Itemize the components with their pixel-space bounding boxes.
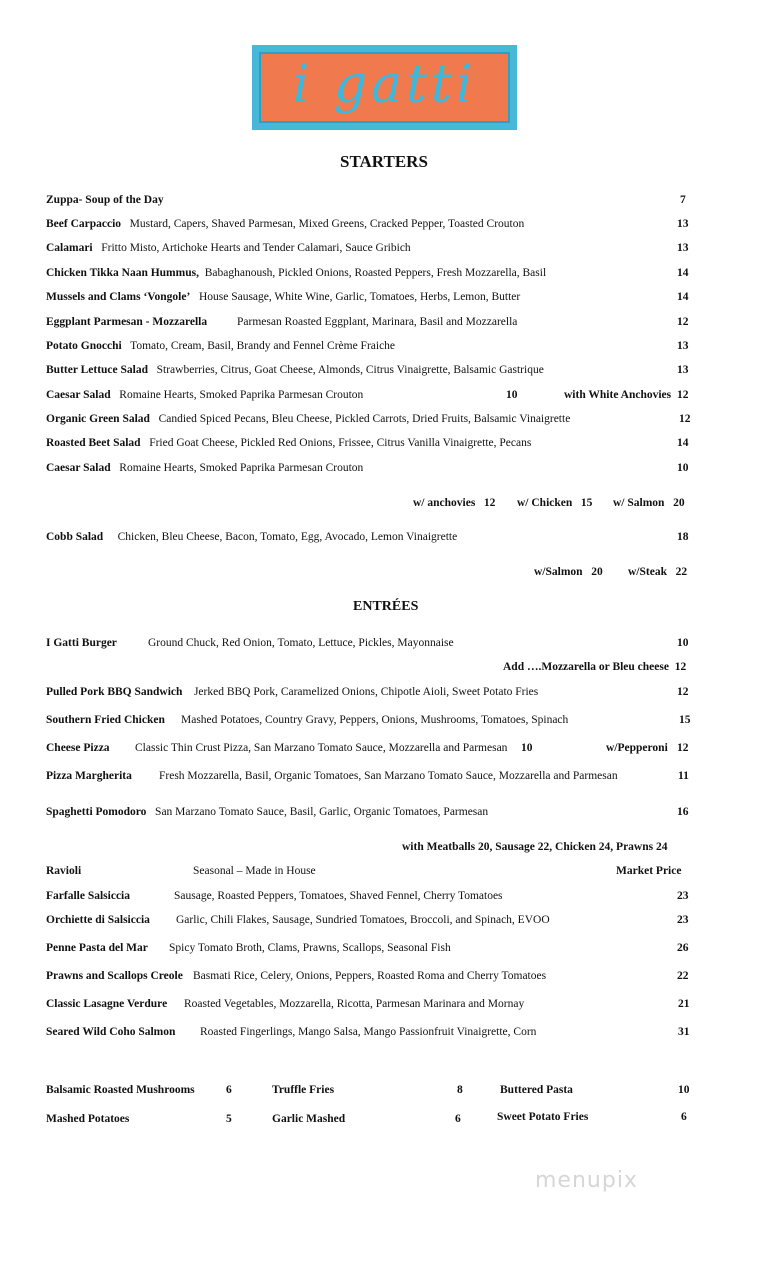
side-item-name: Sweet Potato Fries xyxy=(497,1111,589,1123)
item-name: Mussels and Clams ‘Vongole’ xyxy=(46,291,191,303)
item-name: Ravioli xyxy=(46,865,82,877)
item-name: Pizza Margherita xyxy=(46,770,132,782)
item-name: Roasted Beet Salad xyxy=(46,437,141,449)
menu-item xyxy=(46,267,546,279)
side-item-name: Buttered Pasta xyxy=(500,1084,573,1096)
menu-item xyxy=(46,686,538,698)
item-name: Potato Gnocchi xyxy=(46,340,122,352)
side-item-name: Garlic Mashed xyxy=(272,1113,346,1125)
menu-item xyxy=(46,437,531,449)
spaghetti-addons: with Meatballs 20, Sausage 22, Chicken 24, Prawns 24 xyxy=(402,841,668,853)
item-description: Fresh Mozzarella, Basil, Organic Tomatoes, San Marzano Tomato Sauce, Mozzarella and Parmesan xyxy=(159,770,618,782)
item-name: Classic Lasagne Verdure xyxy=(46,998,168,1010)
item-name: Caesar Salad xyxy=(46,462,111,474)
addon-steak: w/Steak 22 xyxy=(628,566,688,578)
item-price: 12 xyxy=(679,413,691,425)
item-price: 10 xyxy=(677,637,689,649)
menu-item xyxy=(46,413,570,425)
menu-item xyxy=(46,998,167,1010)
item-price: 13 xyxy=(677,340,689,352)
item-name: Beef Carpaccio xyxy=(46,218,122,230)
menu-item xyxy=(46,389,363,401)
menu-item xyxy=(46,942,148,954)
item-price: 31 xyxy=(678,1026,690,1038)
item-description: Roasted Fingerlings, Mango Salsa, Mango Passionfruit Vinaigrette, Corn xyxy=(200,1026,537,1038)
menu-item xyxy=(46,970,183,982)
entrees-heading: ENTRÉES xyxy=(353,599,419,614)
item-description: Strawberries, Citrus, Goat Cheese, Almonds, Citrus Vinaigrette, Balsamic Gastrique xyxy=(156,364,544,376)
item-price: 26 xyxy=(677,942,689,954)
item-price: 13 xyxy=(677,218,689,230)
menu-item xyxy=(46,914,150,926)
menu-item xyxy=(46,218,524,230)
item-price: 11 xyxy=(678,770,689,782)
item-description: Tomato, Cream, Basil, Brandy and Fennel Crème Fraiche xyxy=(130,340,396,352)
item-description: Fried Goat Cheese, Pickled Red Onions, Frissee, Citrus Vanilla Vinaigrette, Pecans xyxy=(149,437,532,449)
item-price: 10 xyxy=(677,462,689,474)
item-description: San Marzano Tomato Sauce, Basil, Garlic, Organic Tomatoes, Parmesan xyxy=(155,806,489,818)
item-price: 23 xyxy=(677,914,689,926)
item-description: House Sausage, White Wine, Garlic, Tomatoes, Herbs, Lemon, Butter xyxy=(198,291,521,303)
item-extra-label: w/Pepperoni xyxy=(606,742,668,754)
watermark: menupix xyxy=(535,1168,638,1193)
side-item-name: Truffle Fries xyxy=(272,1084,335,1096)
addon-salmon: w/ Salmon 20 xyxy=(613,497,685,509)
item-name: Butter Lettuce Salad xyxy=(46,364,149,376)
item-price: 21 xyxy=(678,998,690,1010)
item-description: Seasonal – Made in House xyxy=(193,865,316,877)
item-description: Roasted Vegetables, Mozzarella, Ricotta, Parmesan Marinara and Mornay xyxy=(184,998,525,1010)
addon-chicken: w/ Chicken 15 xyxy=(517,497,593,509)
item-extra-price: 12 xyxy=(677,742,689,754)
item-price: 16 xyxy=(677,806,689,818)
addon-anchovies: w/ anchovies 12 xyxy=(413,497,496,509)
side-item-price: 6 xyxy=(226,1084,232,1096)
item-description: Ground Chuck, Red Onion, Tomato, Lettuce, Pickles, Mayonnaise xyxy=(148,637,454,649)
item-name: Southern Fried Chicken xyxy=(46,714,165,726)
item-description: Fritto Misto, Artichoke Hearts and Tender Calamari, Sauce Gribich xyxy=(101,242,411,254)
item-price: Market Price xyxy=(616,865,682,877)
starters-heading: STARTERS xyxy=(340,152,428,171)
item-price: 13 xyxy=(677,364,689,376)
item-description: Chicken, Bleu Cheese, Bacon, Tomato, Egg, Avocado, Lemon Vinaigrette xyxy=(117,531,458,543)
item-name: Cobb Salad xyxy=(46,531,104,543)
item-description: Candied Spiced Pecans, Bleu Cheese, Pickled Carrots, Dried Fruits, Balsamic Vinaigrette xyxy=(158,413,571,425)
side-item-price: 10 xyxy=(678,1084,690,1096)
side-item-name: Mashed Potatoes xyxy=(46,1113,130,1125)
side-item-price: 6 xyxy=(455,1113,461,1125)
menu-item xyxy=(46,462,363,474)
menu-item xyxy=(46,531,457,543)
item-price: 23 xyxy=(677,890,689,902)
item-description: Parmesan Roasted Eggplant, Marinara, Basil and Mozzarella xyxy=(237,316,518,328)
item-name: Pulled Pork BBQ Sandwich xyxy=(46,686,183,698)
item-name: Caesar Salad xyxy=(46,389,111,401)
menu-item xyxy=(46,291,520,303)
item-name: Seared Wild Coho Salmon xyxy=(46,1026,176,1038)
item-description: Spicy Tomato Broth, Clams, Prawns, Scallops, Seasonal Fish xyxy=(169,942,451,954)
item-name: Cheese Pizza xyxy=(46,742,110,754)
item-name: Organic Green Salad xyxy=(46,413,150,425)
menu-item xyxy=(46,890,130,902)
item-name: Eggplant Parmesan - Mozzarella xyxy=(46,316,208,328)
menu-item xyxy=(46,714,165,726)
menu-item xyxy=(46,742,110,754)
item-name: Spaghetti Pomodoro xyxy=(46,806,147,818)
item-name: Farfalle Salsiccia xyxy=(46,890,130,902)
restaurant-logo xyxy=(252,45,517,130)
item-price: 10 xyxy=(506,389,518,401)
item-price: 14 xyxy=(677,267,689,279)
side-item-price: 6 xyxy=(681,1111,687,1123)
item-name: Zuppa- Soup of the Day xyxy=(46,194,164,206)
item-price: 15 xyxy=(679,714,691,726)
item-description: Garlic, Chili Flakes, Sausage, Sundried Tomatoes, Broccoli, and Spinach, EVOO xyxy=(176,914,550,926)
item-extra-label: with White Anchovies xyxy=(564,389,672,401)
item-price: 22 xyxy=(677,970,689,982)
item-price: 13 xyxy=(677,242,689,254)
item-price: 12 xyxy=(677,686,689,698)
item-description: Jerked BBQ Pork, Caramelized Onions, Chipotle Aioli, Sweet Potato Fries xyxy=(193,686,539,698)
addon-salmon: w/Salmon 20 xyxy=(534,566,603,578)
item-price: 14 xyxy=(677,291,689,303)
side-item-price: 5 xyxy=(226,1113,232,1125)
item-extra-price: 12 xyxy=(677,389,689,401)
menu-item xyxy=(46,637,117,649)
item-name: Prawns and Scallops Creole xyxy=(46,970,183,982)
menu-item xyxy=(46,316,207,328)
side-item-name: Balsamic Roasted Mushrooms xyxy=(46,1084,195,1096)
logo-text: i gatti xyxy=(292,54,477,115)
item-description: Classic Thin Crust Pizza, San Marzano Tomato Sauce, Mozzarella and Parmesan xyxy=(135,742,508,754)
item-name: Calamari xyxy=(46,242,93,254)
item-description: Mashed Potatoes, Country Gravy, Peppers, Onions, Mushrooms, Tomatoes, Spinach xyxy=(181,714,569,726)
item-description: Basmati Rice, Celery, Onions, Peppers, Roasted Roma and Cherry Tomatoes xyxy=(193,970,547,982)
item-name: Penne Pasta del Mar xyxy=(46,942,148,954)
menu-item xyxy=(46,1026,175,1038)
item-description: Romaine Hearts, Smoked Paprika Parmesan Crouton xyxy=(119,389,364,401)
item-price: 7 xyxy=(680,194,686,206)
menu-item xyxy=(46,806,488,818)
item-price: 10 xyxy=(521,742,533,754)
menu-item xyxy=(46,194,164,206)
item-description: Babaghanoush, Pickled Onions, Roasted Peppers, Fresh Mozzarella, Basil xyxy=(204,267,547,279)
logo-panel xyxy=(259,52,510,123)
burger-addon: Add ….Mozzarella or Bleu cheese 12 xyxy=(503,661,687,673)
menu-item xyxy=(46,770,132,782)
item-name: I Gatti Burger xyxy=(46,637,117,649)
item-price: 18 xyxy=(677,531,689,543)
menu-item xyxy=(46,364,544,376)
item-description: Mustard, Capers, Shaved Parmesan, Mixed Greens, Cracked Pepper, Toasted Crouton xyxy=(129,218,525,230)
menu-item xyxy=(46,242,411,254)
item-description: Sausage, Roasted Peppers, Tomatoes, Shaved Fennel, Cherry Tomatoes xyxy=(174,890,503,902)
item-name: Chicken Tikka Naan Hummus, xyxy=(46,267,199,279)
side-item-price: 8 xyxy=(457,1084,463,1096)
menu-item xyxy=(46,340,395,352)
item-price: 14 xyxy=(677,437,689,449)
item-price: 12 xyxy=(677,316,689,328)
menu-item xyxy=(46,865,81,877)
item-name: Orchiette di Salsiccia xyxy=(46,914,150,926)
item-description: Romaine Hearts, Smoked Paprika Parmesan Crouton xyxy=(119,462,364,474)
